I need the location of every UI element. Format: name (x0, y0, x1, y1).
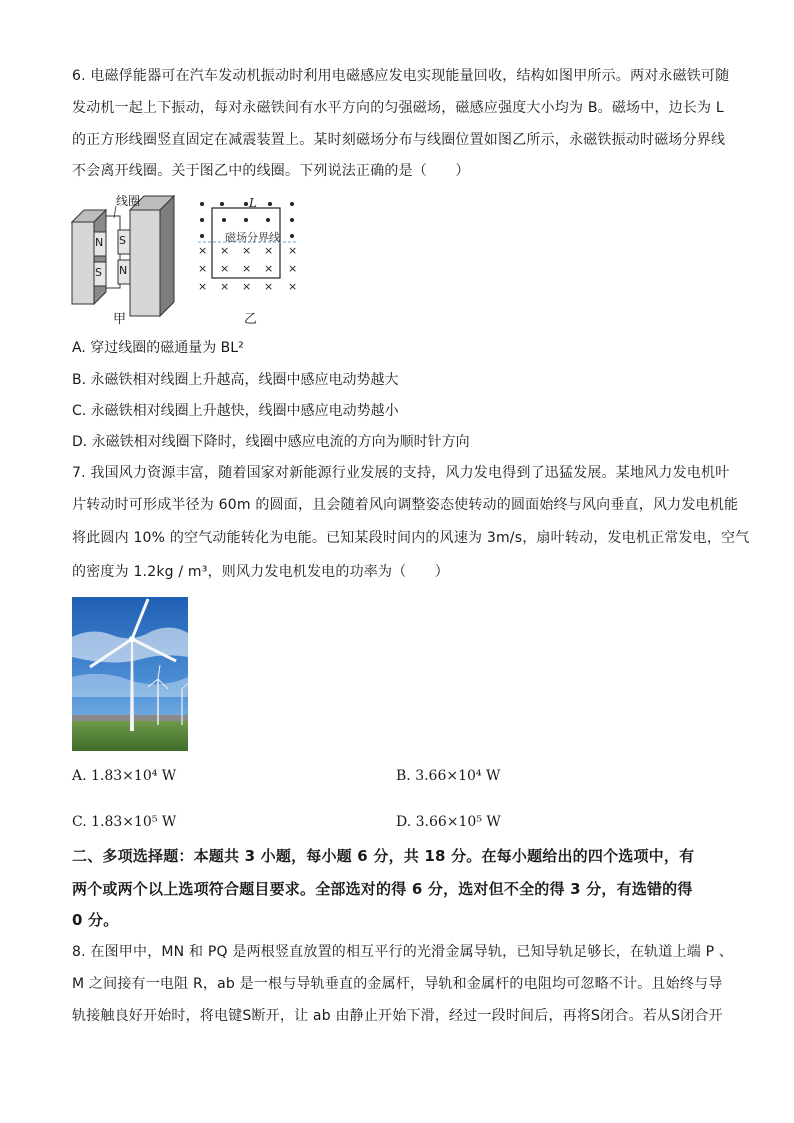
magnet-device-drawing (70, 192, 180, 322)
svg-text:×: × (264, 262, 274, 275)
svg-text:×: × (198, 280, 208, 293)
boundary-label: 磁场分界线 (225, 231, 280, 244)
coil-label: 线圈 (116, 194, 141, 208)
svg-text:×: × (198, 262, 208, 275)
q6-option-a: A. 穿过线圈的磁通量为 BL² (72, 340, 244, 356)
q7-line-1: 7. 我国风力资源丰富，随着国家对新能源行业发展的支持，风力发电得到了迅猛发展。某地风力发电机叶 (72, 465, 730, 481)
q7-option-a: A. 1.83×10⁴ W (72, 768, 177, 784)
q6-option-c: C. 永磁铁相对线圈上升越快，线圈中感应电动势越小 (72, 403, 399, 419)
q7-line-4: 的密度为 1.2kg / m³，则风力发电机发电的功率为（ ） (72, 564, 449, 580)
q7-line-2: 片转动时可形成半径为 60m 的圆面，且会随着风向调整姿态使转动的圆面始终与风向垂直，风力发电机能 (72, 497, 739, 513)
svg-text:×: × (220, 262, 230, 275)
magnet-s-top: S (119, 234, 126, 247)
svg-text:×: × (288, 244, 298, 257)
caption-yi: 乙 (244, 312, 258, 327)
q7-option-b: B. 3.66×10⁴ W (396, 768, 501, 784)
q6-option-b: B. 永磁铁相对线圈上升越高，线圈中感应电动势越大 (72, 372, 399, 388)
section2-line-3: 0 分。 (72, 911, 119, 929)
svg-text:×: × (220, 244, 230, 257)
magnet-n-top: N (95, 236, 104, 249)
section2-line-1: 二、多项选择题：本题共 3 小题，每小题 6 分，共 18 分。在每小题给出的四个选项中，有 (72, 847, 695, 865)
q6-line-1: 6. 电磁俘能器可在汽车发动机振动时利用电磁感应发电实现能量回收，结构如图甲所示。两对永磁铁可随 (72, 68, 730, 84)
q7-line-3: 将此圆内 10% 的空气动能转化为电能。已知某段时间内的风速为 3m/s，扇叶转动，发电机正常发电，空气 (72, 530, 750, 546)
q7-option-c: C. 1.83×10⁵ W (72, 814, 177, 830)
q6-line-4: 不会离开线圈。关于图乙中的线圈。下列说法正确的是（ ） (72, 163, 470, 179)
q8-line-3: 轨接触良好开始时，将电键S断开，让 ab 由静止开始下滑，经过一段时间后，再将S闭合。若从S闭合开 (72, 1008, 723, 1024)
svg-text:×: × (288, 262, 298, 275)
figure-jia (70, 192, 180, 322)
caption-jia: 甲 (113, 312, 127, 327)
svg-text:×: × (264, 280, 274, 293)
q6-line-3: 的正方形线圈竖直固定在减震装置上。某时刻磁场分布与线圈位置如图乙所示，永磁铁振动时磁场分界线 (72, 132, 726, 148)
svg-text:×: × (242, 280, 252, 293)
q8-line-2: M 之间接有一电阻 R，ab 是一根与导轨垂直的金属杆，导轨和金属杆的电阻均可忽略不计。且始终与导 (72, 976, 723, 992)
magnet-n-bottom: N (119, 264, 128, 277)
q6-option-d: D. 永磁铁相对线圈下降时，线圈中感应电流的方向为顺时针方向 (72, 434, 470, 450)
svg-text:×: × (198, 244, 208, 257)
svg-text:×: × (220, 280, 230, 293)
svg-text:×: × (242, 262, 252, 275)
svg-text:×: × (242, 244, 252, 257)
side-length-label: L (249, 196, 257, 210)
field-coil-drawing (192, 194, 304, 298)
q6-line-2: 发动机一起上下振动，每对永磁铁间有水平方向的匀强磁场，磁感应强度大小均为 B。磁场中，边长为 L (72, 100, 724, 116)
wind-turbine-photo (72, 597, 188, 751)
svg-text:×: × (288, 280, 298, 293)
figure-yi (192, 194, 304, 298)
q8-line-1: 8. 在图甲中，MN 和 PQ 是两根竖直放置的相互平行的光滑金属导轨，已知导轨足够长，在轨道上端 P 、 (72, 944, 734, 960)
magnet-s-bottom: S (95, 266, 102, 279)
section2-line-2: 两个或两个以上选项符合题目要求。全部选对的得 6 分，选对但不全的得 3 分，有选错的得 (72, 880, 693, 898)
svg-text:×: × (264, 244, 274, 257)
q7-option-d: D. 3.66×10⁵ W (396, 814, 501, 830)
